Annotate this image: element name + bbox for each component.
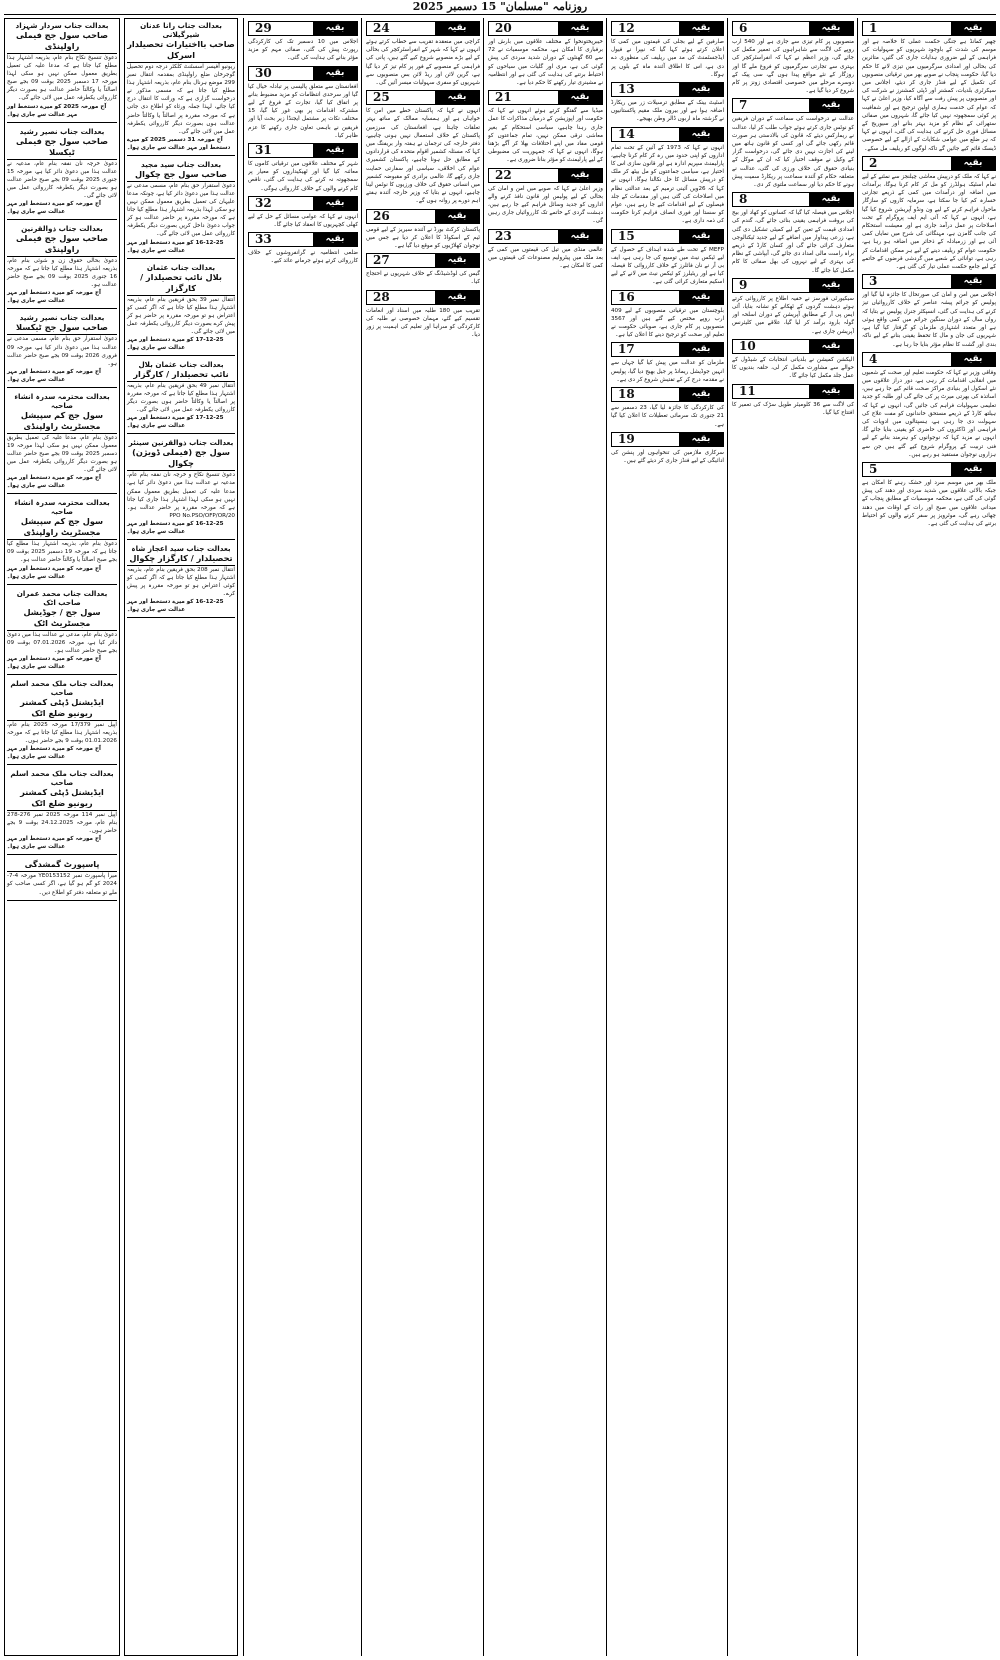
notice-judge: نائب تحصیلدار / کارگزار	[127, 369, 235, 382]
continued-label: بقیہ	[951, 463, 995, 476]
notice-judge: صاحب سول جج ٹیکسلا	[7, 322, 117, 335]
continued-story-text: نے کہا کہ ملک کو درپیش معاشی چیلنجز سے نمٹنے کے لیے تمام اسٹیک ہولڈرز کو مل کر کام کرنا ہوگا، برآمدات میں اضافہ اور درآمدات میں کمی کے ذریعے تجارتی خسارہ کم کیا جا سکتا ہے، سرمایہ کاروں کو سازگار ماحول فراہم کرنے کے لیے ون ونڈو آپریشن شروع کیا گیا ہے، انہوں نے کہا کہ آئی ایم ایف پروگرام کے تحت اصلاحات پر عمل درآمد جاری ہے اور معیشت استحکام کی جانب گامزن ہے، مہنگائی کی شرح میں نمایاں کمی آئی ہے اور زرمبادلہ کے ذخائر میں اضافہ ہو رہا ہے، حکومت عوام کو ریلیف دینے کے لیے ہر ممکن اقدامات کر رہی ہے، توانائی کے شعبے میں گردشی قرضوں کے خاتمے کے لیے جامع حکمت عملی تیار کی گئی ہے۔	[862, 173, 996, 271]
continued-story-number: 13	[618, 82, 635, 97]
continued-story-header	[366, 253, 480, 268]
notice-divider	[127, 433, 235, 434]
notice-signature: 17-12-25 کو میرے دستخط اور مہر عدالت سے جاری ہوا۔	[127, 415, 224, 430]
court-notice	[127, 360, 235, 434]
continued-story-number: 29	[255, 21, 272, 35]
continued-story-header	[366, 21, 480, 36]
notice-divider	[7, 764, 117, 765]
column-divider	[361, 18, 362, 1656]
continued-story-text: اجلاس میں امن و امان کی صورتحال کا جائزہ لیا گیا اور پولیس کو جرائم پیشہ عناصر کے خلاف کارروائیاں تیز کرنے کی ہدایت کی گئی، انسپکٹر جنرل پولیس نے بتایا کہ رواں سال کے دوران سنگین جرائم میں کمی واقع ہوئی ہے اور متعدد اشتہاری ملزمان کو گرفتار کیا گیا ہے، شہریوں کی جان و مال کا تحفظ یقینی بنانے کے لیے ناکہ بندی اور گشت کا نظام مؤثر بنایا جا رہا ہے۔	[862, 292, 996, 348]
continued-label: بقیہ	[558, 230, 602, 243]
continued-story-text: سیکیورٹی فورسز نے خفیہ اطلاع پر کارروائی کرتے ہوئے دہشت گردوں کے ٹھکانے کو نشانہ بنایا، آئی ایس پی آر کے مطابق آپریشن کے دوران اسلحہ اور گولہ بارود برآمد کر لیا گیا، علاقے میں کلیئرنس آپریشن جاری ہے۔	[732, 295, 854, 335]
notice-judge: تحصیلدار / کارگزار چکوال	[127, 553, 235, 566]
continued-label: بقیہ	[809, 99, 853, 112]
continued-story-number: 28	[373, 289, 390, 304]
notice-divider	[127, 617, 235, 618]
notice-divider	[127, 355, 235, 356]
court-notice	[127, 544, 235, 618]
continued-story-header	[488, 21, 603, 36]
continued-story-header	[611, 229, 724, 244]
news-column-3	[611, 18, 724, 1656]
continued-story-text: بلوچستان میں ترقیاتی منصوبوں کے لیے 409 ارب روپے مختص کیے گئے ہیں اور 3567 منصوبوں پر کام جاری ہے، صوبائی حکومت نے تعلیم اور صحت کو ترجیح دینے کا اعلان کیا ہے۔	[611, 307, 724, 339]
notice-judge: ایڈیشنل ڈپٹی کمشنر ریونیو ضلع اٹک	[7, 697, 117, 721]
notice-court: بعدالت جناب سید مجید	[140, 159, 222, 169]
continued-story-number: 31	[255, 143, 272, 158]
notice-body: دعویٰ تنسیخ نکاح بنام عام، بذریعہ اشتہار ہذا مطلع کیا جاتا ہے کہ مدعا علیہ کی تعمیل بطریق معمول ممکن نہیں ہو سکی لہذا مورخہ 17 دسمبر 2025 بوقت 09 بجے صبح اصالتاً یا وکالتاً حاضر عدالت ہو بصورت دیگر کارروائی یکطرفہ عمل میں لائی جائے گی۔	[7, 55, 117, 102]
legal-notices-column-2	[4, 18, 120, 1656]
notice-divider	[7, 674, 117, 675]
continued-story-number: 30	[255, 65, 272, 80]
continued-story-header	[248, 66, 358, 81]
continued-label: بقیہ	[435, 91, 479, 104]
continued-story-number: 25	[373, 90, 390, 105]
continued-story-text: چھبر کمانڈ ہے جنگی حکمت عملی کا خلاصہ ہے اور موسم کی شدت کے باوجود شہریوں کو سہولیات کی فراہمی کے لیے ضروری ہدایات جاری کی گئیں، متاثرین کی بحالی اور امدادی سرگرمیوں میں تیزی لانے کا حکم دیا گیا، حکومت پنجاب نے صوبے بھر میں ترقیاتی منصوبوں کی تکمیل کے لیے فنڈز جاری کر دیئے، اجلاس میں سیکرٹری بلدیات، کمشنر اور ڈپٹی کمشنرز نے شرکت کی اور منصوبوں پر پیش رفت سے آگاہ کیا، وزیر اعلیٰ نے کہا کہ عوام کی خدمت ہماری اولین ترجیح ہے اور شفافیت پر کوئی سمجھوتہ نہیں کیا جائے گا، شہروں میں صفائی ستھرائی کے نظام کو مزید بہتر بنانے اور سیوریج کے مسائل فوری حل کرنے کی ہدایت کی گئی، انہوں نے کہا کہ ہر ضلع میں عوامی شکایات کے ازالے کے لیے خصوصی ڈیسک قائم کیے جائیں گے تاکہ لوگوں کو ریلیف مل سکے۔	[862, 39, 996, 152]
continued-story-text: صارفین کے لیے بجلی کی قیمتوں میں کمی کا اعلان کرتے ہوئے کہا گیا کہ نیپرا نے فیول ایڈجسٹمنٹ کی مد میں ریلیف کی منظوری دے دی ہے، اس کا اطلاق آئندہ ماہ کے بلوں پر ہوگا۔	[611, 39, 724, 78]
continued-story-text: MEFP کے تحت طے شدہ اہداف کے حصول کے لیے ٹیکس نیٹ میں توسیع کی جا رہی ہے، ایف بی آر نے نان فائلرز کے خلاف کارروائی کا فیصلہ کیا ہے اور ریٹیلرز کو ٹیکس نیٹ میں لانے کے لیے اسکیم متعارف کرائی گئی ہے۔	[611, 246, 724, 286]
continued-story-header	[248, 196, 358, 211]
notice-signature: آج مورخہ کو میرے دستخط اور مہر عدالت سے جاری ہوا۔	[7, 746, 101, 761]
notice-signature: 16-12-25 کو میرے دستخط اور مہر عدالت سے جاری ہوا۔	[127, 239, 224, 254]
notice-body: اپیل نمبر 17/379 مورخہ 2025 بنام عام، بذریعہ اشتہار ہذا مطلع کیا جاتا ہے کہ مورخہ 01.01.2026 بوقت 9 بجے حاضر ہوں۔	[7, 721, 117, 744]
notice-judge: بلال نائب تحصیلدار / کارگزار	[127, 272, 235, 296]
masthead-rule	[4, 14, 996, 15]
continued-label: بقیہ	[679, 433, 723, 446]
notice-court: بعدالت جناب نصیر رشید	[19, 126, 105, 136]
continued-story-number: 2	[869, 155, 878, 170]
notice-judge: صاحب سول جج فیملی ٹیکسلا	[7, 136, 117, 160]
notice-court: بعدالت جناب ذوالقرنین	[21, 224, 103, 234]
notice-body: دعویٰ استقرار حق بنام عام، مسمی مدعی نے عدالت ہذا میں دعویٰ دائر کیا ہے، چونکہ مدعا علیہان کی تعمیل بطریق معمول ممکن نہیں ہو سکی لہذا بذریعہ اشتہار ہذا مطلع کیا جاتا ہے کہ مورخہ مقررہ پر حاضر عدالت ہو کر جواب دعویٰ داخل کریں بصورت دیگر یکطرفہ کارروائی عمل میں لائی جائے گی۔	[127, 182, 235, 238]
continued-story-header	[732, 21, 854, 36]
masthead: روزنامہ "مسلمان" 15 دسمبر 2025	[412, 0, 588, 13]
continued-story-header	[366, 90, 480, 105]
continued-story-header	[366, 290, 480, 305]
court-notice	[7, 127, 117, 220]
notice-judge: صاحب سول جج چکوال	[127, 169, 235, 182]
notice-signature: 17-12-25 کو میرے دستخط اور مہر عدالت سے جاری ہوا۔	[127, 336, 224, 351]
notice-divider	[7, 900, 117, 901]
notice-body: دعویٰ بنام عام، بذریعہ اشتہار ہذا مطلع کیا جاتا ہے کہ مورخہ 19 دسمبر 2025 بوقت 09 بجے صبح اصالتاً یا وکالتاً حاضر عدالت ہو۔	[7, 541, 118, 564]
continued-label: بقیہ	[809, 193, 853, 206]
continued-story-number: 22	[495, 167, 512, 182]
notice-court: بعدالت جناب نصیر رشید	[19, 313, 105, 323]
continued-story-header	[611, 127, 724, 142]
court-notice	[7, 769, 117, 855]
news-column-2	[732, 18, 854, 1656]
notice-body: انتقال نمبر 39 بحق فریقین بنام عام، بذریعہ اشتہار ہذا مطلع کیا جاتا ہے کہ اگر کسی کو اعتراض ہو تو مورخہ مقررہ پر حاضر ہو کر پیش کرے بصورت دیگر کارروائی یکطرفہ عمل میں لائی جائے گی۔	[127, 296, 235, 335]
continued-story-header	[862, 274, 996, 289]
news-column-4	[488, 18, 603, 1656]
continued-story-header	[862, 352, 996, 367]
continued-story-number: 18	[618, 387, 635, 402]
continued-story-number: 4	[869, 351, 878, 366]
court-notice	[7, 498, 117, 584]
continued-label: بقیہ	[313, 67, 357, 80]
column-divider	[483, 18, 484, 1656]
continued-label: بقیہ	[558, 22, 602, 35]
continued-story-number: 15	[618, 228, 635, 243]
court-notice	[7, 21, 117, 123]
notice-signature: آج مورخہ کو میرے دستخط اور مہر عدالت سے جاری ہوا۔	[7, 290, 101, 305]
continued-story-header	[862, 21, 996, 36]
continued-story-text: منصوبوں پر کام تیزی سے جاری ہے اور 540 ارب روپے کی لاگت سے شاہراہوں کی تعمیر مکمل کی جائے گی، وزیر اعظم نے کہا کہ انفراسٹرکچر کی بہتری سے تجارتی سرگرمیوں کو فروغ ملے گا اور روزگار کے نئے مواقع پیدا ہوں گے، سی پیک کے دوسرے مرحلے میں خصوصی اقتصادی زونز پر کام شروع کر دیا گیا ہے۔	[732, 39, 854, 95]
column-divider	[857, 18, 858, 1656]
continued-story-text: اسٹیٹ بینک کے مطابق ترسیلات زر میں ریکارڈ اضافہ ہوا ہے اور بیرون ملک مقیم پاکستانیوں نے گزشتہ ماہ اربوں ڈالر وطن بھیجے۔	[611, 100, 724, 123]
continued-label: بقیہ	[679, 230, 723, 243]
continued-label: بقیہ	[435, 254, 479, 267]
continued-label: بقیہ	[435, 22, 479, 35]
continued-story-text: انہوں نے کہا کہ 1973 کے آئین کے تحت تمام اداروں کو اپنی حدود میں رہ کر کام کرنا چاہیے، پارلیمنٹ سپریم ادارہ ہے اور قانون سازی اس کا اختیار ہے، سیاسی جماعتوں کو مل بیٹھ کر ملک کو درپیش مسائل کا حل نکالنا ہوگا، انہوں نے کہا کہ 26ویں آئینی ترمیم کے بعد عدالتی نظام میں اصلاحات کی گئی ہیں اور مقدمات کے جلد فیصلوں کے لیے اقدامات کیے جا رہے ہیں، عوام کو سستا اور فوری انصاف فراہم کرنا حکومت کی ذمہ داری ہے۔	[611, 144, 724, 225]
continued-label: بقیہ	[679, 291, 723, 304]
continued-story-number: 6	[739, 21, 748, 35]
notice-body: ریونیو آفیسر اسسٹنٹ کلکٹر درجہ دوم تحصیل گوجرخان ضلع راولپنڈی بمقدمہ انتقال نمبر 299 موضع ہرنال بنام عام، بذریعہ اشتہار ہذا مطلع کیا جاتا ہے کہ مسمی مذکور نے درخواست گزاری ہے کہ وراثت کا انتقال درج کیا جائے، لہذا جملہ ورثاء کو اطلاع دی جاتی ہے کہ مورخہ مقررہ پر اصالتاً یا وکالتاً حاضر عدالت ہوں بصورت دیگر کارروائی یکطرفہ عمل میں لائی جائے گی۔	[127, 64, 235, 135]
notice-signature: آج مورخہ کو میرے دستخط اور مہر عدالت سے جاری ہوا۔	[7, 201, 101, 216]
continued-story-text: اجلاس میں فیصلہ کیا گیا کہ کسانوں کو کھاد اور بیج کی بروقت فراہمی یقینی بنائی جائے گی، گندم کی امدادی قیمت کے تعین کے لیے کمیٹی تشکیل دی گئی ہے، زرعی پیداوار میں اضافے کے لیے جدید ٹیکنالوجی متعارف کرائی جائے گی اور کسان کارڈ کے ذریعے براہ راست مالی امداد دی جائے گی، آبپاشی کے نظام کی بہتری کے لیے نہروں کی بھل صفائی کا کام مکمل کیا جائے گا۔	[732, 210, 854, 274]
continued-story-text: افغانستان سے متعلق پالیسی پر تبادلہ خیال کیا گیا اور سرحدی انتظامات کو مزید مضبوط بنانے پر اتفاق کیا گیا، تجارت کے فروغ کے لیے مشترکہ اقدامات پر بھی غور کیا گیا، 15 مختلف نکات پر مشتمل ایجنڈا زیر بحث آیا اور فریقین نے باہمی تعاون جاری رکھنے کا عزم ظاہر کیا۔	[248, 83, 358, 139]
continued-story-text: کی لاگت سے 36 کلومیٹر طویل سڑک کی تعمیر کا افتتاح کیا گیا۔	[732, 401, 854, 416]
court-notice	[127, 21, 235, 156]
continued-label: بقیہ	[435, 291, 479, 304]
continued-story-number: 7	[739, 98, 748, 113]
continued-story-text: کی کارکردگی کا جائزہ لیا گیا، 23 دسمبر سے 21 جنوری تک سرمائی تعطیلات کا اعلان کیا گیا ہے۔	[611, 405, 724, 428]
continued-label: بقیہ	[313, 22, 357, 35]
notice-signature: آج مورخہ 31 دسمبر 2025 کو میرے دستخط اور مہر عدالت سے جاری ہوا۔	[127, 136, 231, 151]
notice-court: بعدالت جناب ذوالقرنین سینئر	[128, 438, 234, 448]
continued-story-header	[862, 156, 996, 171]
notice-divider	[127, 258, 235, 259]
continued-story-number: 24	[373, 21, 390, 35]
notice-body: دعویٰ بنام عام، مدعی نے عدالت ہذا میں دعویٰ دائر کیا ہے، مورخہ 07.01.2026 بوقت 09 بجے صبح حاضر عدالت ہو۔	[7, 631, 117, 654]
notice-divider	[7, 584, 117, 585]
notice-divider	[127, 155, 235, 156]
notice-body: دعویٰ استقرار حق بنام عام، مسمی مدعی نے عدالت ہذا میں دعویٰ دائر کیا ہے، مورخہ 09 فروری 2026 بوقت 09 بجے صبح حاضر عدالت ہو۔	[7, 336, 117, 367]
continued-story-header	[611, 432, 724, 447]
continued-label: بقیہ	[558, 169, 602, 182]
continued-story-text: ملزمان کو عدالت میں پیش کیا گیا جہاں سے انہیں جوڈیشل ریمانڈ پر جیل بھیج دیا گیا، پولیس نے مقدمہ درج کر کے تفتیش شروع کر دی ہے۔	[611, 360, 724, 383]
notice-divider	[7, 854, 117, 855]
notice-body: اپیل نمبر 114 مورخہ 2025 نمبر 276-278 بنام عام، مورخہ 24.12.2025 بوقت 9 بجے حاضر ہوں۔	[7, 812, 117, 835]
continued-story-header	[488, 229, 603, 244]
continued-story-number: 3	[869, 274, 878, 289]
continued-label: بقیہ	[951, 353, 995, 366]
continued-label: بقیہ	[679, 343, 723, 356]
continued-story-number: 14	[618, 126, 635, 141]
news-column-1	[862, 18, 996, 1656]
continued-label: بقیہ	[313, 197, 357, 210]
notice-body: انتقال نمبر 208 بحق فریقین بنام عام، بذریعہ اشتہار ہذا مطلع کیا جاتا ہے کہ اگر کسی کو کوئی اعتراض ہو تو مورخہ مقررہ پر پیش کرے۔	[127, 566, 235, 598]
continued-story-text: اجلاس میں 10 دسمبر تک کی کارکردگی رپورٹ پیش کی گئی، صفائی مہم کو مزید مؤثر بنانے کی ہدایت کی گئی۔	[248, 39, 358, 62]
notice-court: بعدالت جناب سید اعجاز شاہ	[131, 543, 231, 553]
notice-divider	[7, 219, 117, 220]
court-notice	[127, 160, 235, 259]
notice-court: بعدالت جناب عثمان بلال	[138, 359, 224, 369]
continued-label: بقیہ	[313, 144, 357, 157]
continued-story-header	[732, 98, 854, 113]
continued-story-header	[488, 168, 603, 183]
continued-label: بقیہ	[951, 275, 995, 288]
notice-body: میرا پاسپورٹ نمبر YE0153152 مورخہ 4-7-2024 کو گم ہو گیا ہے، اگر کسی صاحب کو ملے تو متعلقہ دفتر کو اطلاع دیں۔	[7, 873, 117, 896]
continued-story-header	[248, 143, 358, 158]
continued-story-header	[611, 290, 724, 305]
continued-story-number: 27	[373, 253, 390, 268]
continued-story-header	[862, 462, 996, 477]
court-notice	[7, 589, 117, 675]
continued-label: بقیہ	[313, 233, 357, 246]
notice-divider	[7, 308, 117, 309]
continued-label: بقیہ	[951, 22, 995, 35]
continued-story-number: 33	[255, 232, 272, 247]
continued-story-number: 5	[869, 461, 878, 476]
continued-story-number: 11	[739, 383, 756, 398]
continued-story-header	[732, 278, 854, 293]
continued-label: بقیہ	[809, 385, 853, 398]
continued-story-text: خیبرپختونخوا کے مختلف علاقوں میں بارش اور برفباری کا امکان ہے، محکمہ موسمیات نے 72 سے 60 گھنٹوں کے دوران شدید سردی کی پیش گوئی کی ہے، مری اور گلیات میں سیاحوں کو احتیاط برتنے کی ہدایت کی گئی ہے اور انتظامیہ نے مشینری تیار رکھنے کا حکم دیا ہے۔	[488, 39, 603, 87]
continued-story-number: 12	[618, 21, 635, 35]
notice-signature: آج مورخہ کو میرے دستخط اور مہر عدالت سے جاری ہوا۔	[7, 836, 101, 851]
court-notice	[7, 859, 117, 900]
notice-divider	[127, 539, 235, 540]
continued-story-header	[732, 339, 854, 354]
notice-signature: آج مورخہ کو میرے دستخط اور مہر عدالت سے جاری ہوا۔	[7, 368, 101, 383]
continued-story-text: تقریب میں 180 طلبہ میں اسناد اور انعامات تقسیم کیے گئے، مہمان خصوصی نے طلبہ کی کارکردگی کو سراہا اور تعلیم کی اہمیت پر زور دیا۔	[366, 307, 480, 339]
notice-court: بعدالت جناب ملک محمد اسلم صاحب	[10, 769, 114, 788]
court-notice	[127, 263, 235, 356]
continued-story-text: سرکاری ملازمین کی تنخواہوں اور پنشن کی ادائیگی کے لیے فنڈز جاری کر دیئے گئے ہیں۔	[611, 449, 724, 464]
notice-signature: آج مورخہ کو میرے دستخط اور مہر عدالت سے جاری ہوا۔	[7, 475, 101, 490]
continued-story-number: 16	[618, 289, 635, 304]
notice-court: بعدالت جناب رانا عدنان شیرگیلانی	[140, 21, 222, 39]
continued-label: بقیہ	[558, 91, 602, 104]
continued-story-text: گیس کی لوڈشیڈنگ کے خلاف شہریوں نے احتجاج کیا۔	[366, 271, 480, 286]
continued-story-header	[366, 209, 480, 224]
notice-judge: ایڈیشنل ڈپٹی کمشنر ریونیو ضلع اٹک	[7, 787, 117, 811]
continued-story-number: 9	[739, 277, 748, 292]
continued-story-header	[732, 192, 854, 207]
continued-story-text: شہر کے مختلف علاقوں میں ترقیاتی کاموں کا معائنہ کیا گیا اور ٹھیکیداروں کو معیار پر سمجھوتہ نہ کرنے کی ہدایت کی گئی، ناقص کام کرنے والوں کے خلاف کارروائی ہوگی۔	[248, 161, 358, 192]
continued-story-number: 20	[495, 21, 512, 35]
column-divider	[727, 18, 728, 1656]
notice-judge: سول جج کم سپیشل مجسٹریٹ راولپنڈی	[7, 516, 117, 540]
continued-story-text: کراچی میں منعقدہ تقریب سے خطاب کرتے ہوئے انہوں نے کہا کہ شہر کے انفراسٹرکچر کی بحالی کے لیے بڑے منصوبے شروع کیے گئے ہیں، پانی کی فراہمی کے منصوبے کے فور پر کام تیز کر دیا گیا ہے، گرین لائن اور ریڈ لائن بس منصوبوں سے شہریوں کو سفری سہولیات میسر آئیں گی۔	[366, 39, 480, 87]
notice-divider	[7, 122, 117, 123]
notice-body: دعویٰ تنسیخ نکاح و خرچہ نان نفقہ بنام عام، مدعیہ نے عدالت ہذا میں دعویٰ دائر کیا ہے، مدعا علیہ کی تعمیل بطریق معمول ممکن نہیں ہو سکی لہذا اشتہار ہذا جاری کیا جاتا ہے کہ مورخہ مقررہ پر حاضر عدالت ہو۔ PPO No.PSO/OFP/OR/20	[127, 472, 235, 519]
notice-judge: سول جج (فیملی ڈویژن) چکوال	[127, 447, 235, 471]
column-divider	[243, 18, 244, 1656]
notice-signature: آج مورخہ کو میرے دستخط اور مہر عدالت سے جاری ہوا۔	[7, 655, 101, 670]
notice-signature: آج مورخہ 2025 کو میرے دستخط اور مہر عدالت سے جاری ہوا۔	[7, 103, 107, 118]
notice-judge: صاحب سول جج فیملی راولپنڈی	[7, 30, 117, 54]
continued-story-header	[732, 384, 854, 399]
notice-judge: سول جج / جوڈیشل مجسٹریٹ اٹک	[7, 607, 117, 631]
continued-story-text: ملک بھر میں موسم سرد اور خشک رہنے کا امکان ہے جبکہ بالائی علاقوں میں شدید سردی اور دھند کی پیش گوئی کی گئی ہے، محکمہ موسمیات کے مطابق پنجاب کے میدانی علاقوں میں صبح اور رات کے اوقات میں دھند چھائی رہے گی، موٹرویز پر سفر کرنے والوں کو احتیاط برتنے کی ہدایت کی گئی ہے۔	[862, 479, 996, 527]
continued-story-header	[611, 342, 724, 357]
notice-judge: سول جج کم سپیشل مجسٹریٹ راولپنڈی	[7, 410, 117, 434]
continued-story-header	[611, 21, 724, 36]
notice-divider	[7, 493, 117, 494]
continued-label: بقیہ	[809, 279, 853, 292]
continued-story-header	[248, 21, 358, 36]
continued-story-text: میڈیا سے گفتگو کرتے ہوئے انہوں نے کہا کہ حکومت اور اپوزیشن کے درمیان مذاکرات کا عمل جاری رہنا چاہیے، سیاسی استحکام کے بغیر معاشی ترقی ممکن نہیں، تمام جماعتوں کو قومی مفاد میں اپنے اختلافات بھلا کر آگے بڑھنا ہوگا، انہوں نے کہا کہ جمہوریت کی مضبوطی کے لیے پارلیمنٹ کو مؤثر بنانا ضروری ہے۔	[488, 108, 603, 164]
continued-story-header	[611, 82, 724, 97]
continued-story-text: پاکستان کرکٹ بورڈ نے آئندہ سیریز کے لیے قومی ٹیم کے اسکواڈ کا اعلان کر دیا ہے جس میں نوجوان کھلاڑیوں کو موقع دیا گیا ہے۔	[366, 226, 480, 250]
court-notice	[7, 392, 117, 494]
continued-label: بقیہ	[679, 83, 723, 96]
continued-label: بقیہ	[951, 157, 995, 170]
continued-story-text: عالمی منڈی میں تیل کی قیمتوں میں کمی کے بعد ملک میں پیٹرولیم مصنوعات کی قیمتوں میں کمی کا امکان ہے۔	[488, 246, 603, 270]
continued-story-number: 32	[255, 195, 272, 210]
notice-divider	[7, 387, 117, 388]
notice-body: دعویٰ بحالی حقوق زن و شوئی بنام عام، بذریعہ اشتہار ہذا مطلع کیا جاتا ہے کہ مورخہ 16 جنوری 2025 بوقت 09 بجے صبح حاضر عدالت ہو۔	[7, 258, 118, 289]
news-column-6	[248, 18, 358, 1656]
court-notice	[7, 313, 117, 387]
notice-judge: پاسپورٹ گمشدگی	[7, 859, 117, 872]
notice-judge: صاحب سول جج فیملی راولپنڈی	[7, 233, 117, 257]
continued-story-text: انہوں نے کہا کہ عوامی مسائل کے حل کے لیے کھلی کچہریوں کا انعقاد کیا جائے گا۔	[248, 213, 358, 229]
continued-label: بقیہ	[435, 210, 479, 223]
continued-story-text: انہوں نے کہا کہ پاکستان خطے میں امن کا خواہاں ہے اور ہمسایہ ممالک کے ساتھ بہتر تعلقات چاہتا ہے، افغانستان کی سرزمین پاکستان کے خلاف استعمال نہیں ہونی چاہیے، دفتر خارجہ کی ترجمان نے ہفتہ وار بریفنگ میں کہا کہ مسئلہ کشمیر اقوام متحدہ کی قراردادوں کے مطابق حل ہونا چاہیے، پاکستان کشمیری عوام کی اخلاقی، سیاسی اور سفارتی حمایت جاری رکھے گا، عالمی برادری کو مقبوضہ کشمیر میں انسانی حقوق کی خلاف ورزیوں کا نوٹس لینا چاہیے، انہوں نے بتایا کہ وزیر خارجہ آئندہ ہفتے اہم دورے پر روانہ ہوں گے۔	[366, 108, 480, 205]
court-notice	[127, 438, 235, 540]
continued-label: بقیہ	[679, 22, 723, 35]
continued-label: بقیہ	[809, 22, 853, 35]
news-column-5	[366, 18, 480, 1656]
continued-story-header	[248, 232, 358, 247]
continued-label: بقیہ	[679, 128, 723, 141]
continued-story-number: 21	[495, 90, 512, 105]
continued-story-header	[611, 387, 724, 402]
notice-signature: 16-12-25 کو میرے دستخط اور مہر عدالت سے جاری ہوا۔	[127, 599, 224, 614]
continued-story-header	[488, 90, 603, 105]
notice-court: بعدالت محترمہ سدرہ انشاء صاحبہ	[14, 391, 110, 410]
continued-story-number: 10	[739, 338, 756, 353]
continued-story-text: الیکشن کمیشن نے بلدیاتی انتخابات کے شیڈول کے حوالے سے مشاورت مکمل کر لی، حلقہ بندیوں کا عمل جلد مکمل کیا جائے گا۔	[732, 356, 854, 380]
notice-judge: صاحب بااختیارات تحصیلدار اسرکل	[127, 39, 235, 63]
notice-court: بعدالت جناب ملک محمد اسلم صاحب	[10, 678, 114, 697]
continued-story-text: عدالت نے درخواست کی سماعت کے دوران فریقین کو نوٹس جاری کرتے ہوئے جواب طلب کر لیا، عدالت نے ریمارکس دیئے کہ قانون کی بالادستی ہر صورت قائم رکھی جائے گی اور کسی کو قانون ہاتھ میں لینے کی اجازت نہیں دی جائے گی، درخواست گزار کے وکیل نے موقف اختیار کیا کہ ان کے موکل کے بنیادی حقوق کی خلاف ورزی کی گئی، عدالت نے متعلقہ حکام کو آئندہ سماعت پر ریکارڈ سمیت پیش ہونے کا حکم دیا اور سماعت ملتوی کر دی۔	[732, 116, 854, 189]
notice-signature: آج مورخہ کو میرے دستخط اور مہر عدالت سے جاری ہوا۔	[7, 565, 101, 580]
notice-court: بعدالت جناب سردار شہزاد	[15, 21, 109, 30]
legal-notices-column-1	[124, 18, 238, 1656]
notice-court: بعدالت محترمہ سدرہ انشاء صاحبہ	[14, 498, 110, 517]
continued-story-number: 8	[739, 192, 748, 207]
continued-story-text: ضلعی انتظامیہ نے گرانفروشوں کے خلاف کارروائی کرتے ہوئے جرمانے عائد کیے۔	[248, 250, 358, 265]
notice-body: دعویٰ خرچہ نان نفقہ بنام عام، مدعیہ نے عدالت ہذا میں دعویٰ دائر کیا ہے، مورخہ 15 جنوری 2025 بوقت 09 بجے صبح حاضر عدالت ہو بصورت دیگر یکطرفہ کارروائی عمل میں لائی جائے گی۔	[7, 160, 117, 199]
notice-body: دعویٰ بنام عام، مدعا علیہ کی تعمیل بطریق معمول ممکن نہیں ہو سکی لہذا مورخہ 19 دسمبر 2025 بوقت 09 بجے صبح حاضر عدالت ہو بصورت دیگر کارروائی یکطرفہ عمل میں لائی جائے گی۔	[7, 434, 117, 474]
continued-label: بقیہ	[809, 340, 853, 353]
notice-signature: 16-12-25 کو میرے دستخط اور مہر عدالت سے جاری ہوا۔	[127, 520, 224, 535]
continued-story-number: 1	[869, 21, 878, 35]
continued-story-text: وزیر اعلیٰ نے کہا کہ صوبے میں امن و امان کی بحالی کے لیے پولیس اور قانون نافذ کرنے والے اداروں کو جدید وسائل فراہم کیے جا رہے ہیں، دہشت گردی کے خاتمے تک کارروائیاں جاری رہیں گی۔	[488, 185, 603, 225]
notice-body: انتقال نمبر 49 بحق فریقین بنام عام، بذریعہ اشتہار ہذا مطلع کیا جاتا ہے کہ مورخہ مقررہ پر اصالتاً یا وکالتاً حاضر ہوں بصورت دیگر کارروائی یکطرفہ عمل میں لائی جائے گی۔	[127, 382, 235, 414]
continued-story-number: 26	[373, 208, 390, 223]
notice-court: بعدالت جناب محمد عمران صاحب اٹک	[16, 588, 108, 607]
court-notice	[7, 224, 117, 309]
notice-court: بعدالت جناب عثمان	[146, 262, 216, 272]
continued-story-number: 23	[495, 228, 512, 243]
column-divider	[606, 18, 607, 1656]
continued-label: بقیہ	[679, 388, 723, 401]
continued-story-number: 19	[618, 431, 635, 446]
continued-story-number: 17	[618, 342, 635, 357]
court-notice	[7, 679, 117, 765]
continued-story-text: وفاقی وزیر نے کہا کہ حکومت تعلیم اور صحت کے شعبوں میں انقلابی اقدامات کر رہی ہے، دور دراز علاقوں میں نئے اسکول اور بنیادی مراکز صحت قائم کیے جا رہے ہیں، اساتذہ کی بھرتی میرٹ پر کی جائے گی اور طلبہ کو جدید تعلیمی سہولیات فراہم کی جائیں گی، انہوں نے کہا کہ ہیلتھ کارڈ کے ذریعے مستحق خاندانوں کو مفت علاج کی سہولت دی جا رہی ہے، ہسپتالوں میں ادویات کی فراہمی اور ڈاکٹروں کی حاضری کو یقینی بنایا جائے گا، انہوں نے مزید کہا کہ نوجوانوں کو ہنرمند بنانے کے لیے فنی تربیت کے پروگرام شروع کیے گئے ہیں جن سے ہزاروں نوجوان مستفید ہو رہے ہیں۔	[862, 369, 996, 458]
